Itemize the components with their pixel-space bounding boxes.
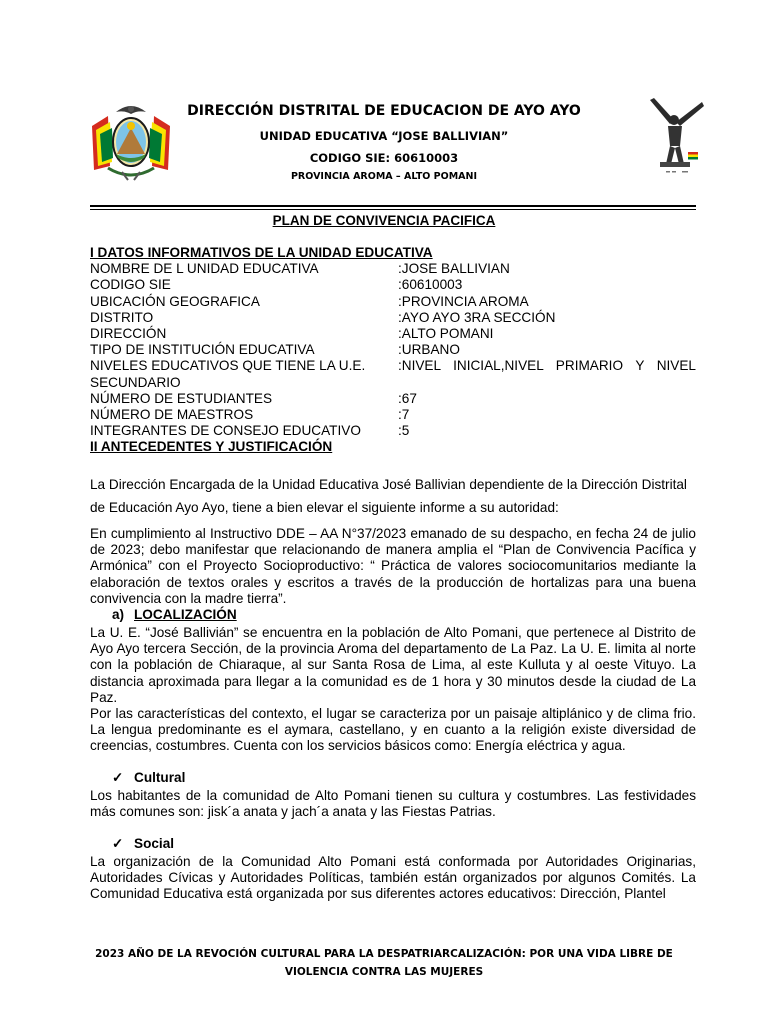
header-province: PROVINCIA AROMA – ALTO POMANI bbox=[290, 171, 478, 182]
cultural-paragraph: Los habitantes de la comunidad de Alto Pomani tienen su cultura y costumbres. Las festividades más comunes son: jisk´a anata y jach´a anata y las Fiestas Patrias. bbox=[90, 788, 696, 820]
header-sie-code: CODIGO SIE: 60610003 bbox=[309, 151, 459, 165]
checkmark-icon: ✓ bbox=[112, 770, 124, 785]
info-value: :67 bbox=[398, 390, 417, 406]
header-district-title: DIRECCIÓN DISTRITAL DE EDUCACION DE AYO AYO bbox=[187, 103, 581, 119]
info-value: :7 bbox=[398, 406, 410, 422]
localizacion-title: LOCALIZACIÓN bbox=[134, 607, 237, 622]
info-value bbox=[398, 375, 696, 391]
info-label: CODIGO SIE bbox=[90, 277, 171, 293]
social-paragraph: La organización de la Comunidad Alto Pomani está conformada por Autoridades Originarias, Autoridades Cívicas y Autoridades Políticas, también están organizados por algunos Comités. La Comunidad Educativa está organizada por sus diferentes actores educativos: Dirección, Plantel bbox=[90, 854, 696, 902]
info-label: NÚMERO DE MAESTROS bbox=[90, 406, 254, 422]
info-row bbox=[90, 375, 696, 391]
header-divider-thin bbox=[90, 209, 696, 210]
footer-line-2: VIOLENCIA CONTRA LAS MUJERES bbox=[284, 966, 484, 978]
intro-line-2: de Educación Ayo Ayo, tiene a bien elevar el siguiente informe a su autoridad: bbox=[90, 500, 559, 515]
info-row bbox=[90, 407, 696, 423]
info-value: :PROVINCIA AROMA bbox=[398, 293, 529, 309]
checkmark-icon: ✓ bbox=[112, 836, 124, 851]
list-marker: a) bbox=[112, 607, 125, 622]
cultural-title: Cultural bbox=[134, 770, 186, 785]
info-value: :5 bbox=[398, 423, 410, 439]
justification-paragraph: En cumplimiento al Instructivo DDE – AA N°37/2023 emanado de su despacho, en fecha 24 de julio de 2023; debo manifestar que relacionando de manera amplia el “Plan de Convivencia Pacífica y Armónica” con el Proyecto Socioproductivo: “ Práctica de valores sociocomunitarios mediante la elaboración de textos orales y escritos a través de la producción de hortalizas para una buena convivencia con la madre tierra”. bbox=[90, 526, 696, 606]
info-label: UBICACIÓN GEOGRAFICA bbox=[90, 293, 260, 309]
info-value: :ALTO POMANI bbox=[398, 325, 494, 341]
info-value: :JOSE BALLIVIAN bbox=[398, 261, 510, 277]
section1-heading: I DATOS INFORMATIVOS DE LA UNIDAD EDUCATIVA bbox=[90, 245, 433, 260]
section-informative-data bbox=[90, 245, 696, 455]
info-label: DISTRITO bbox=[90, 309, 154, 325]
info-row bbox=[90, 391, 696, 407]
info-row bbox=[90, 326, 696, 342]
header-school-name: UNIDAD EDUCATIVA “JOSE BALLIVIAN” bbox=[259, 129, 509, 143]
info-label: INTEGRANTES DE CONSEJO EDUCATIVO bbox=[90, 423, 361, 439]
info-label: DIRECCIÓN bbox=[90, 325, 167, 341]
header-divider-thick bbox=[90, 205, 696, 207]
info-label: TIPO DE INSTITUCIÓN EDUCATIVA bbox=[90, 342, 315, 358]
localizacion-paragraph-1: La U. E. “José Ballivián” se encuentra en la población de Alto Pomani, que pertenece al Distrito de Ayo Ayo tercera Sección, de la provincia Aroma del departamento de La Paz. La U. E. limita al norte con la población de Chiaraque, al sur Santa Rosa de Lima, al este Kulluta y al oeste Vituyo. La distancia aproximada para llegar a la comunidad es de 1 hora y 30 minutos desde la ciudad de La Paz. bbox=[90, 625, 696, 705]
info-label: SECUNDARIO bbox=[90, 374, 181, 390]
info-value: :URBANO bbox=[398, 342, 460, 358]
info-value: :60610003 bbox=[398, 277, 463, 293]
social-heading bbox=[112, 836, 174, 852]
localizacion-paragraph-2: Por las características del contexto, el lugar se caracteriza por un paisaje altiplánico y de clima frio. La lengua predominante es el aymara, castellano, y en cuanto a la religión existe diversidad de creencias, costumbres. Cuenta con los servicios básicos como: Energía eléctrica y agua. bbox=[90, 706, 696, 754]
info-row bbox=[90, 423, 696, 439]
info-row bbox=[90, 294, 696, 310]
cultural-heading bbox=[112, 770, 185, 786]
footer-slogan bbox=[0, 945, 768, 981]
info-row bbox=[90, 358, 696, 374]
section2-heading: II ANTECEDENTES Y JUSTIFICACIÓN bbox=[90, 439, 333, 455]
info-label: NÚMERO DE ESTUDIANTES bbox=[90, 390, 273, 406]
info-value: :AYO AYO 3RA SECCIÓN bbox=[398, 309, 556, 325]
info-value: :NIVEL INICIAL,NIVEL PRIMARIO Y NIVEL bbox=[398, 358, 696, 374]
document-title: PLAN DE CONVIVENCIA PACIFICA bbox=[272, 213, 496, 228]
info-row bbox=[90, 310, 696, 326]
social-title: Social bbox=[134, 836, 175, 851]
localizacion-heading bbox=[112, 607, 237, 622]
info-label: NOMBRE DE L UNIDAD EDUCATIVA bbox=[90, 261, 319, 277]
intro-line-1: La Dirección Encargada de la Unidad Educativa José Ballivian dependiente de la Dirección Distrital bbox=[90, 477, 687, 492]
info-row bbox=[90, 277, 696, 293]
info-row bbox=[90, 261, 696, 277]
info-label: NIVELES EDUCATIVOS QUE TIENE LA U.E. bbox=[90, 358, 366, 374]
info-row bbox=[90, 342, 696, 358]
footer-line-1: 2023 AÑO DE LA REVOCIÓN CULTURAL PARA LA DESPATRIARCALIZACIÓN: POR UNA VIDA LIBRE DE bbox=[95, 948, 673, 960]
